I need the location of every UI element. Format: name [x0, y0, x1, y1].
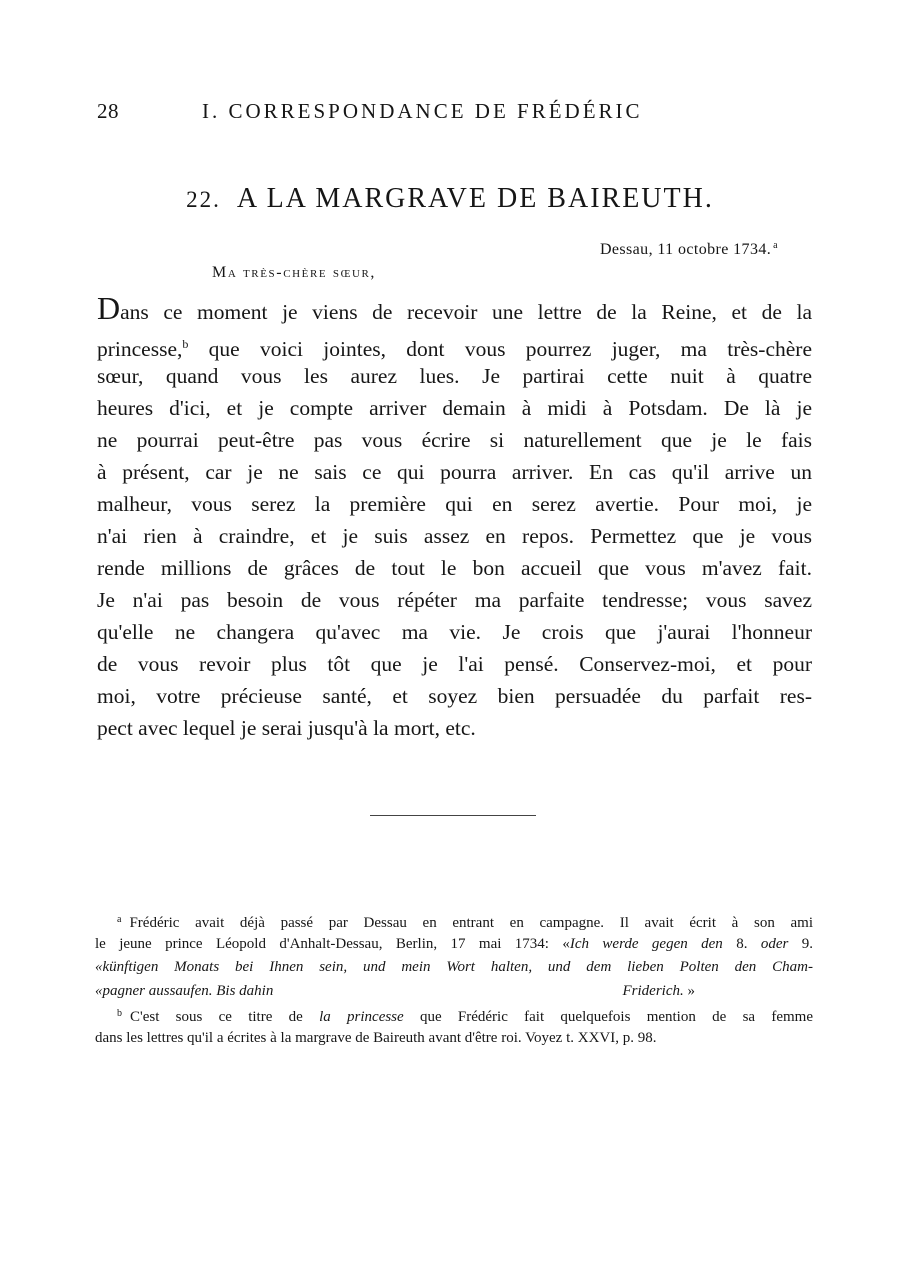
footnote-quote: Ich werde gegen den — [569, 935, 723, 952]
footnote-line — [95, 932, 813, 956]
salutation: Ma très-chère sœur, — [212, 264, 377, 281]
footnote-signature — [623, 979, 696, 1003]
footnote-text: » — [683, 982, 695, 999]
dateline-text: Dessau, 11 octobre 1734. — [599, 241, 772, 258]
body-line: n'ai rien à craindre, et je suis assez en repos. Permettez que je vous — [97, 524, 812, 548]
body-line: qu'elle ne changera qu'avec ma vie. Je crois que j'aurai l'honneur — [97, 620, 812, 644]
letter-body — [97, 290, 812, 744]
body-line: rende millions de grâces de tout le bon accueil que vous m'avez fait. — [97, 556, 812, 580]
footnote-closing — [95, 979, 695, 1003]
section-divider — [370, 815, 536, 816]
letter-title: A LA MARGRAVE DE BAIREUTH. — [236, 183, 714, 214]
footnote-line — [95, 979, 813, 1003]
body-line-text: ans ce moment je viens de recevoir une lettre de la Reine, et de la — [120, 300, 812, 324]
body-line — [97, 328, 812, 360]
footnote-text: 9. — [788, 935, 814, 952]
footnote-text: C'est sous ce titre de — [130, 1009, 320, 1025]
body-line: heures d'ici, et je compte arriver demain à midi à Potsdam. De là je — [97, 396, 812, 420]
footnote-quote: Friderich. — [622, 982, 684, 999]
letter-heading — [0, 183, 900, 215]
body-line: malheur, vous serez la première qui en serez avertie. Pour moi, je — [97, 492, 812, 516]
body-line: pect avec lequel je serai jusqu'à la mort, etc. — [97, 716, 476, 740]
body-line: sœur, quand vous les aurez lues. Je partirai cette nuit à quatre — [97, 364, 812, 388]
body-line: ne pourrai peut-être pas vous écrire si naturellement que je le fais — [97, 428, 812, 452]
footnote-b — [95, 1002, 813, 1026]
running-title: I. CORRESPONDANCE DE FRÉDÉRIC — [202, 99, 643, 123]
footnote-marker-b: b — [117, 1008, 122, 1019]
body-line — [97, 290, 812, 328]
page-number: 28 — [97, 99, 119, 123]
body-line: de vous revoir plus tôt que je l'ai pensé. Conservez-moi, et pour — [97, 652, 812, 676]
letter-number: 22. — [186, 187, 221, 212]
dateline — [600, 240, 778, 259]
drop-cap: D — [97, 290, 121, 326]
footnote-ref-b[interactable]: b — [182, 337, 189, 351]
footnote-line: dans les lettres qu'il a écrites à la margrave de Baireuth avant d'être roi. Voyez t. XXVI, p. 98. — [95, 1029, 657, 1046]
footnote-text: 8. — [722, 935, 761, 952]
footnote-a — [95, 908, 813, 932]
body-line: moi, votre précieuse santé, et soyez bien persuadée du parfait res- — [97, 684, 812, 708]
footnote-marker-a: a — [117, 914, 122, 925]
footnote-ref-a[interactable]: a — [773, 240, 778, 251]
footnote-quote: «pagner aussaufen. Bis dahin — [95, 982, 274, 999]
footnote-quote: la princesse — [319, 1009, 404, 1025]
footnote-quote: oder — [760, 935, 789, 952]
footnote-text: Frédéric avait déjà passé par Dessau en entrant en campagne. Il avait écrit à son ami — [129, 915, 813, 931]
body-line: Je n'ai pas besoin de vous répéter ma parfaite tendresse; vous savez — [97, 588, 812, 612]
body-line: à présent, car je ne sais ce qui pourra arriver. En cas qu'il arrive un — [97, 460, 812, 484]
body-line-text: princesse, — [97, 337, 183, 361]
footnotes — [95, 908, 813, 1049]
footnote-text: que Frédéric fait quelquefois mention de sa femme — [403, 1009, 813, 1025]
footnote-line — [95, 955, 813, 979]
footnote-quote: «künftigen Monats bei Ihnen sein, und mein Wort halten, und dem lieben Polten den Cham- — [95, 959, 813, 975]
footnote-text: le jeune prince Léopold d'Anhalt-Dessau, Berlin, 17 mai 1734: « — [95, 935, 570, 952]
body-line-text: que voici jointes, dont vous pourrez juger, ma très-chère — [188, 337, 812, 361]
